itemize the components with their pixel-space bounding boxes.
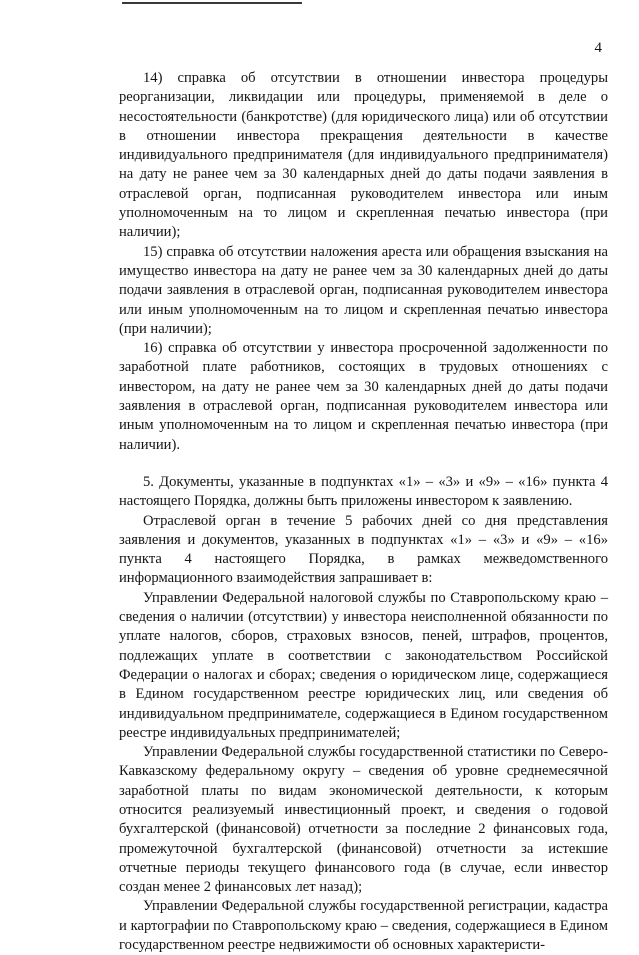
paragraph-statistics-service: Управлении Федеральной службы государственной статистики по Северо-Кавказскому федеральному округу – сведения об уровне среднемесячной заработной платы по видам экономической деятельности, к которым относится реализуемый инвестиционный проект, и сведения о годовой бухгалтерской (финансовой) отчетности за последние 2 финансовых года, промежуточной бухгалтерской (финансовой) отчетности за истекшие отчетные периоды текущего финансового года (в случае, если инвестор создан менее 2 финансовых лет назад); — [119, 744, 608, 896]
paragraph-item-15: 15) справка об отсутствии наложения ареста или обращения взыскания на имущество инвестора на дату не ранее чем за 30 календарных дней до даты подачи заявления в отраслевой орган, подписанная руководителем инвестора или иным уполномоченным на то лицом и скрепленная печатью инвестора (при наличии); — [119, 243, 608, 337]
page-number: 4 — [594, 40, 602, 56]
top-rule — [122, 2, 302, 4]
paragraph-tax-service: Управлении Федеральной налоговой службы по Ставропольскому краю – сведения о наличии (отсутствии) у инвестора неисполненной обязанности по уплате налогов, сборов, страховых взносов, пеней, штрафов, процентов, подлежащих уплате в соответствии с законодательством Российской Федерации о налогах и сборах; сведения о юридическом лице, содержащиеся в Едином государственном реестре юридических лиц, или сведения об индивидуальном предпринимателе, содержащиеся в Едином государственном реестре индивидуальных предпринимателей; — [119, 589, 608, 741]
document-body — [119, 69, 608, 955]
paragraph-item-14: 14) справка об отсутствии в отношении инвестора процедуры реорганизации, ликвидации или процедуры, применяемой в деле о несостоятельности (банкротстве) (для юридического лица) или об отсутствии в отношении инвестора прекращения деятельности в качестве индивидуального предпринимателя (для индивидуального предпринимателя) на дату не ранее чем за 30 календарных дней до даты подачи заявления в отраслевой орган, подписанная руководителем инвестора или иным уполномоченным на то лицом и скрепленная печатью инвестора (при наличии); — [119, 70, 608, 241]
paragraph-registration-service: Управлении Федеральной службы государственной регистрации, кадастра и картографии по Ставропольскому краю – сведения, содержащиеся в Едином государственном реестре недвижимости об основных характеристи- — [119, 898, 608, 954]
paragraph-item-16: 16) справка об отсутствии у инвестора просроченной задолженности по заработной плате работников, состоящих в трудовых отношениях с инвестором, на дату не ранее чем за 30 календарных дней до даты подачи заявления в отраслевой орган, подписанная руководителем инвестора или иным уполномоченным на то лицом и скрепленная печатью инвестора (при наличии). — [119, 340, 608, 453]
paragraph-section-5: 5. Документы, указанные в подпунктах «1» – «3» и «9» – «16» пункта 4 настоящего Порядка, должны быть приложены инвестором к заявлению. — [119, 473, 608, 510]
paragraph-agency-request: Отраслевой орган в течение 5 рабочих дней со дня представления заявления и документов, указанных в подпунктах «1» – «3» и «9» – «16» пункта 4 настоящего Порядка, в рамках межведомственного информационного взаимодействия запрашивает в: — [119, 512, 608, 587]
paragraph-gap — [119, 455, 608, 473]
